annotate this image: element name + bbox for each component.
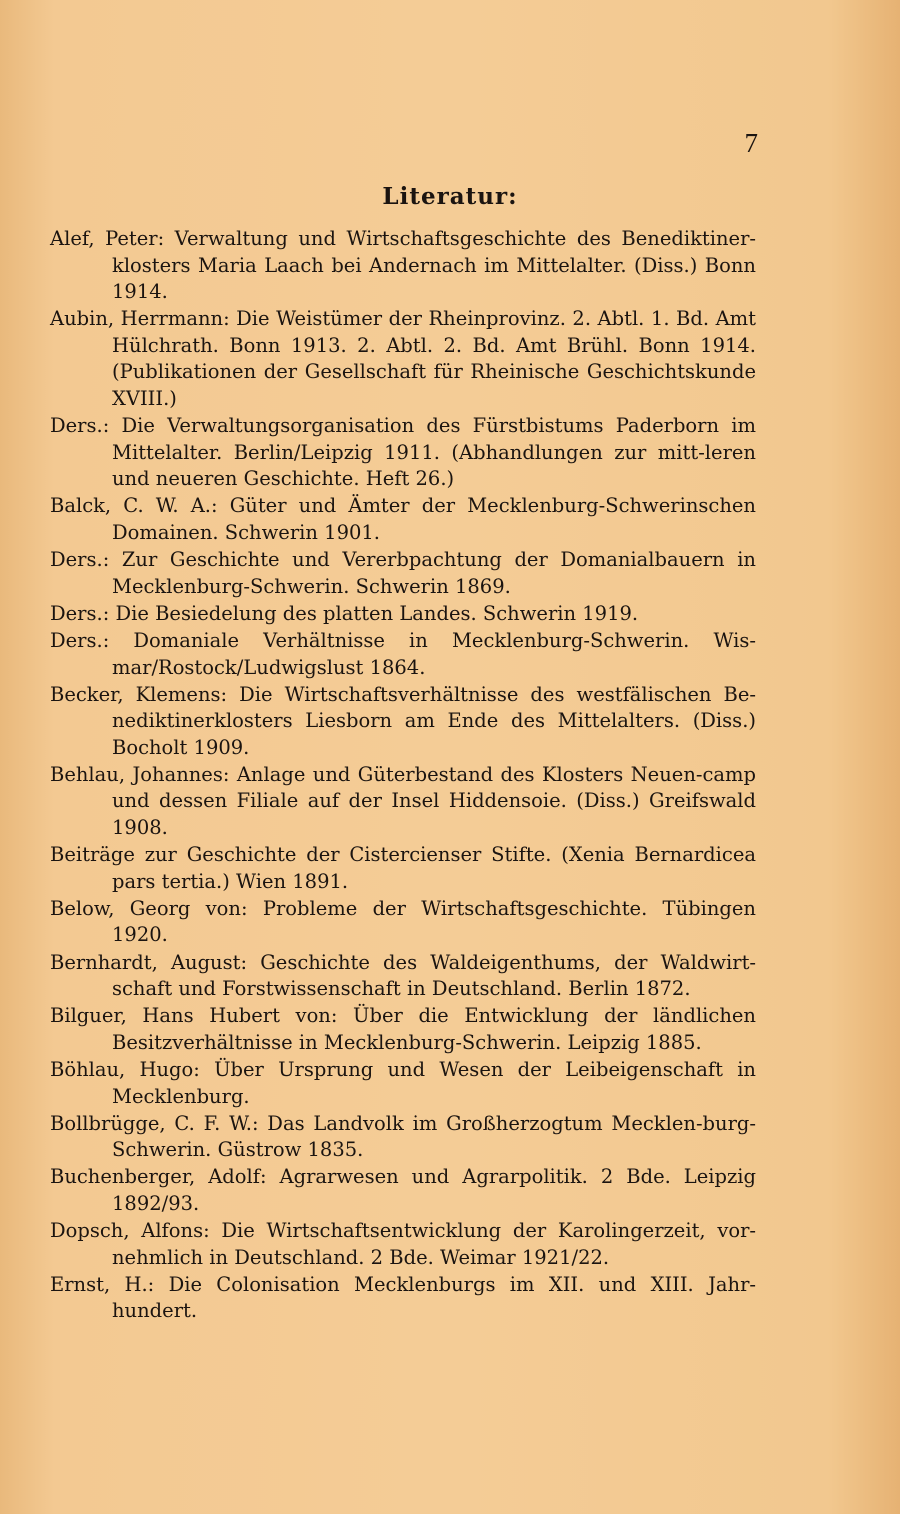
bibliography-list xyxy=(50,226,756,1325)
bibliography-entry: Below, Georg von: Probleme der Wirtschaftsgeschichte. Tübingen 1920. xyxy=(50,896,756,947)
bibliography-entry: Dopsch, Alfons: Die Wirtschaftsentwicklung der Karolingerzeit, vor-nehmlich in Deutschland. 2 Bde. Weimar 1921/22. xyxy=(50,1218,756,1269)
bibliography-entry: Ernst, H.: Die Colonisation Mecklenburgs im XII. und XIII. Jahr-hundert. xyxy=(50,1272,756,1323)
bibliography-entry: Balck, C. W. A.: Güter und Ämter der Mecklenburg-Schwerinschen Domainen. Schwerin 1901. xyxy=(50,494,756,545)
bibliography-entry: Beiträge zur Geschichte der Cistercienser Stifte. (Xenia Bernardicea pars tertia.) Wien 1891. xyxy=(50,843,756,893)
bibliography-entry: Bilguer, Hans Hubert von: Über die Entwicklung der ländlichen Besitzverhältnisse in Mecklenburg-Schwerin. Leipzig 1885. xyxy=(50,1004,756,1054)
bibliography-entry: Böhlau, Hugo: Über Ursprung und Wesen der Leibeigenschaft in Mecklenburg. xyxy=(50,1057,756,1108)
bibliography-entry: Ders.: Domaniale Verhältnisse in Mecklenburg-Schwerin. Wis-mar/Rostock/Ludwigslust 1864. xyxy=(50,628,756,679)
page-number: 7 xyxy=(744,128,758,158)
bibliography-entry: Buchenberger, Adolf: Agrarwesen und Agrarpolitik. 2 Bde. Leipzig 1892/93. xyxy=(50,1165,756,1215)
bibliography-entry: Ders.: Die Besiedelung des platten Landes. Schwerin 1919. xyxy=(50,601,639,625)
bibliography-entry: Becker, Klemens: Die Wirtschaftsverhältnisse des westfälischen Be-nediktinerklosters Liesborn am Ende des Mittelalters. (Diss.) Bocholt 1909. xyxy=(50,682,756,759)
bibliography-entry: Ders.: Die Verwaltungsorganisation des Fürstbistums Paderborn im Mittelalter. Berlin/Leipzig 1911. (Abhandlungen zur mitt-leren und neueren Geschichte. Heft 26.) xyxy=(50,414,756,491)
bibliography-entry: Aubin, Herrmann: Die Weistümer der Rheinprovinz. 2. Abtl. 1. Bd. Amt Hülchrath. Bonn 1913. 2. Abtl. 2. Bd. Amt Brühl. Bonn 1914. (Publikationen der Gesellschaft für Rheinische Geschichtskunde XVIII.) xyxy=(50,307,756,411)
bibliography-entry: Ders.: Zur Geschichte und Vererbpachtung der Domanialbauern in Mecklenburg-Schwerin. Schwerin 1869. xyxy=(50,548,756,598)
bibliography-entry: Bollbrügge, C. F. W.: Das Landvolk im Großherzogtum Mecklen-burg-Schwerin. Güstrow 1835. xyxy=(50,1111,756,1162)
bibliography-entry: Behlau, Johannes: Anlage und Güterbestand des Klosters Neuen-camp und dessen Filiale auf der Insel Hiddensoie. (Diss.) Greifswald 1908. xyxy=(50,762,756,840)
bibliography-entry: Bernhardt, August: Geschichte des Waldeigenthums, der Waldwirt-schaft und Forstwissenschaft in Deutschland. Berlin 1872. xyxy=(50,950,756,1001)
section-heading: Literatur: xyxy=(382,183,518,210)
bibliography-entry: Alef, Peter: Verwaltung und Wirtschaftsgeschichte des Benediktiner-klosters Maria Laach bei Andernach im Mittelalter. (Diss.) Bonn 1914. xyxy=(50,227,756,304)
